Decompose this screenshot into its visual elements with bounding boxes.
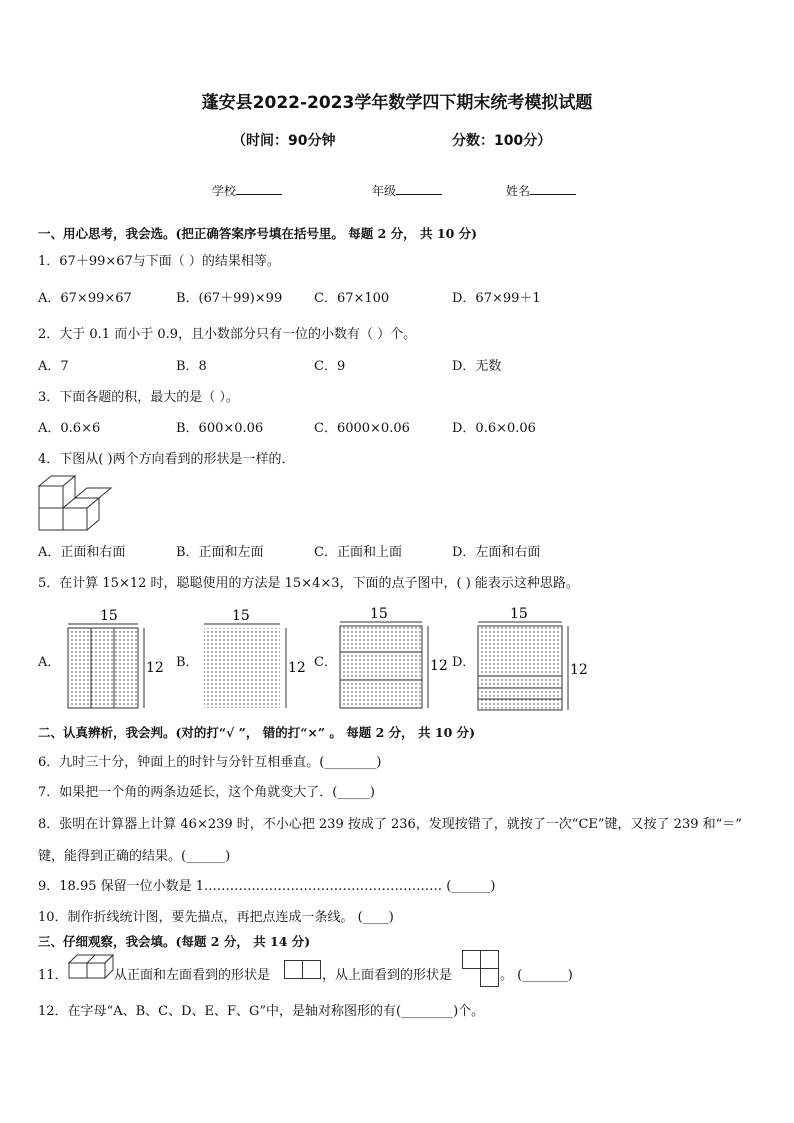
dim-top-d: 15 (510, 606, 528, 622)
school-field[interactable] (212, 182, 282, 199)
page-title: 蓬安县2022-2023学年数学四下期末统考模拟试题 (201, 93, 593, 113)
q6-text: 6．九时三十分，钟面上的时针与分针互相垂直。(________) (38, 755, 382, 770)
q11-text-c: 。 (_______) (500, 968, 573, 983)
q10-text: 10．制作折线统计图，要先描点，再把点连成一条线。 (____) (38, 910, 394, 925)
q5-option-b[interactable]: B． (176, 655, 199, 670)
q11-cubes-figure (68, 953, 114, 979)
dot-grid-c (334, 602, 446, 714)
q1-option-d[interactable]: D．67×99＋1 (452, 291, 541, 306)
q5-option-c[interactable]: C． (314, 655, 337, 670)
section3-heading: 三、仔细观察，我会填。(每题 2 分， 共 14 分) (38, 934, 311, 949)
q1-option-a[interactable]: A．67×99×67 (38, 291, 132, 306)
q11-number: 11． (38, 968, 68, 983)
q11-top-view-figure (462, 950, 502, 990)
q1-option-c[interactable]: C．67×100 (314, 291, 390, 306)
q3-option-d[interactable]: D．0.6×0.06 (452, 421, 536, 436)
dim-side-a: 12 (146, 660, 164, 676)
grade-label: 年级 (372, 184, 397, 198)
q8-text-line2: 键，能得到正确的结果。(______) (38, 849, 231, 864)
q3-text: 3．下面各题的积，最大的是（ ）。 (38, 390, 239, 405)
q2-text: 2．大于 0.1 而小于 0.9，且小数部分只有一位的小数有（ ）个。 (38, 327, 417, 342)
school-blank[interactable] (236, 183, 282, 195)
q8-text-line1: 8．张明在计算器上计算 46×239 时，不小心把 239 按成了 236，发现按错了，就按了一次“CE”键，又按了 239 和“＝” (38, 817, 742, 832)
q4-option-a[interactable]: A．正面和右面 (38, 545, 126, 560)
q4-option-c[interactable]: C．正面和上面 (314, 545, 402, 560)
name-label: 姓名 (506, 184, 531, 198)
grade-field[interactable] (372, 182, 442, 199)
q12-text: 12．在字母“A、B、C、D、E、F、G”中，是轴对称图形的有(________)个。 (38, 1004, 485, 1019)
q11-text-b: ，从上面看到的形状是 (322, 968, 453, 983)
section2-heading: 二、认真辨析，我会判。(对的打“√ ”， 错的打“×” 。 每题 2 分， 共 10 分) (38, 725, 476, 740)
q3-option-a[interactable]: A．0.6×6 (38, 421, 101, 436)
exam-score: 分数：100分） (452, 133, 552, 149)
q5-option-d[interactable]: D． (452, 655, 476, 670)
section1-heading: 一、用心思考，我会选。(把正确答案序号填在括号里。 每题 2 分， 共 10 分) (38, 226, 478, 241)
grade-blank[interactable] (396, 183, 442, 195)
q5-text: 5．在计算 15×12 时，聪聪使用的方法是 15×4×3，下面的点子图中，( ) 能表示这种思路。 (38, 576, 579, 591)
q3-option-c[interactable]: C．6000×0.06 (314, 421, 410, 436)
school-label: 学校 (212, 184, 237, 198)
dot-grid-b (198, 606, 308, 716)
q4-option-d[interactable]: D．左面和右面 (452, 545, 541, 560)
name-blank[interactable] (530, 183, 576, 195)
dim-top-b: 15 (232, 608, 250, 624)
q2-option-c[interactable]: C．9 (314, 359, 346, 374)
name-field[interactable] (506, 182, 576, 199)
dim-side-d: 12 (570, 662, 588, 678)
q1-option-b[interactable]: B．(67＋99)×99 (176, 291, 283, 306)
q7-text: 7．如果把一个角的两条边延长，这个角就变大了．(_____) (38, 785, 375, 800)
dim-side-b: 12 (288, 660, 306, 676)
q2-option-b[interactable]: B．8 (176, 359, 207, 374)
q9-text: 9．18.95 保留一位小数是 1.……………………………………………… (______) (38, 879, 496, 894)
dim-side-c: 12 (430, 658, 448, 674)
dot-grid-a (62, 606, 162, 716)
dim-top-c: 15 (370, 606, 388, 622)
q4-text: 4．下图从( )两个方向看到的形状是一样的． (38, 452, 295, 467)
q3-option-b[interactable]: B．600×0.06 (176, 421, 264, 436)
q1-text: 1．67＋99×67与下面（ ）的结果相等。 (38, 254, 280, 269)
exam-time: （时间：90分钟 (232, 133, 336, 149)
dot-grid-d (472, 602, 588, 714)
q5-option-a[interactable]: A． (38, 655, 61, 670)
cube-stack-figure (37, 470, 109, 532)
q2-option-a[interactable]: A．7 (38, 359, 69, 374)
dim-top-a: 15 (100, 608, 118, 624)
q11-text-a: 从正面和左面看到的形状是 (114, 968, 271, 983)
q4-option-b[interactable]: B．正面和左面 (176, 545, 264, 560)
q2-option-d[interactable]: D．无数 (452, 359, 502, 374)
q11-front-view-figure (284, 960, 322, 980)
